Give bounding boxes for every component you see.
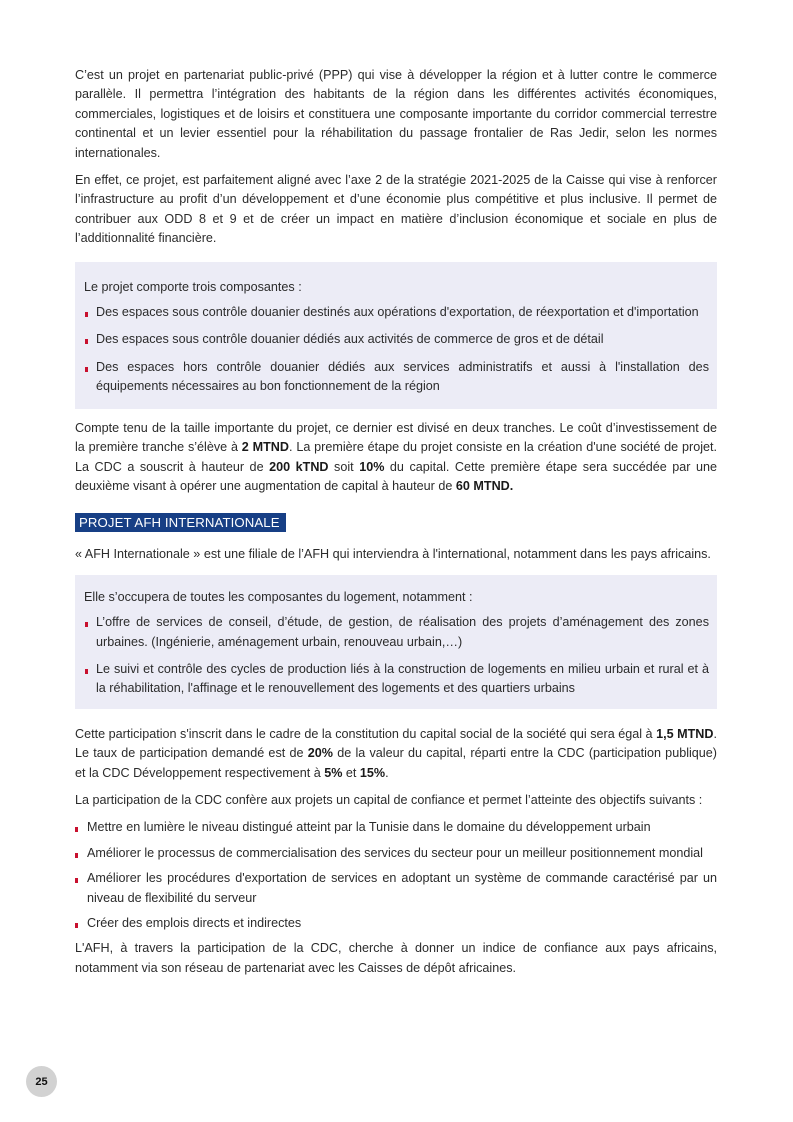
objectives-list xyxy=(75,818,717,933)
intro-paragraph-1: C’est un projet en partenariat public-privé (PPP) qui vise à développer la région et à lutter contre le commerce parallèle. Il permettra l’intégration des habitants de la région dans les différentes activités économiques, commerciales, logistiques et de loisirs et constituera une composante importante du corridor commercial terrestre continental et un levier essentiel pour la réhabilitation du passage frontalier de Ras Jedir, selon les normes internationales. xyxy=(75,68,717,160)
list-item: Des espaces hors contrôle douanier dédiés aux services administratifs et aussi à l'installation des équipements nécessaires au bon fonctionnement de la région xyxy=(84,358,709,397)
afh-box-intro: Elle s’occupera de toutes les composantes du logement, notamment : xyxy=(84,589,473,604)
bullet-icon xyxy=(85,622,88,627)
list-item: Améliorer le processus de commercialisation des services du secteur pour un meilleur positionnement mondial xyxy=(75,844,717,863)
components-box xyxy=(75,262,717,409)
intro-paragraph-2: En effet, ce projet, est parfaitement aligné avec l’axe 2 de la stratégie 2021-2025 de la Caisse qui vise à renforcer l’infrastructure au profit d’un développement et d’une économie plus compétitive et plus inclusive. Il permet de contribuer aux ODD 8 et 9 et de créer un impact en matière d’inclusion économique et sociale en plus de l’additionnalité financière. xyxy=(75,173,717,246)
bullet-icon xyxy=(75,878,78,883)
list-item: L’offre de services de conseil, d’étude, de gestion, de réalisation des projets d’aménagement des zones urbaines. (Ingénierie, aménagement urbain, renouveau urbain,…) xyxy=(84,613,709,652)
components-intro: Le projet comporte trois composantes : xyxy=(84,279,302,294)
afh-intro: « AFH Internationale » est une filiale de l’AFH qui interviendra à l'international, notamment dans les pays africains. xyxy=(75,547,711,562)
list-item: Des espaces sous contrôle douanier destinés aux opérations d'exportation, de réexportation et d'importation xyxy=(84,303,709,322)
bullet-icon xyxy=(85,669,88,674)
objectives-intro: La participation de la CDC confère aux projets un capital de confiance et permet l’atteinte des objectifs suivants : xyxy=(75,792,703,807)
page-number: 25 xyxy=(26,1066,57,1097)
bullet-icon xyxy=(85,312,88,317)
bullet-icon xyxy=(85,367,88,372)
list-item: Le suivi et contrôle des cycles de production liés à la construction de logements en milieu urbain et rural et à la réhabilitation, l'affinage et le renouvellement des logements et des quartiers urbains xyxy=(84,660,709,699)
bullet-icon xyxy=(75,923,78,928)
components-list xyxy=(84,303,709,397)
bullet-icon xyxy=(75,827,78,832)
closing-paragraph: L'AFH, à travers la participation de la CDC, cherche à donner un indice de confiance aux pays africains, notamment via son réseau de partenariat avec les Caisses de dépôt africaines. xyxy=(75,941,717,975)
afh-components-list xyxy=(84,613,709,699)
bullet-icon xyxy=(75,853,78,858)
list-item: Mettre en lumière le niveau distingué atteint par la Tunisie dans le domaine du développement urbain xyxy=(75,818,717,837)
afh-box xyxy=(75,575,717,709)
list-item: Des espaces sous contrôle douanier dédiés aux activités de commerce de gros et de détail xyxy=(84,330,709,349)
participation-paragraph: Cette participation s'inscrit dans le cadre de la constitution du capital social de la société qui sera égal à 1,5 MTND. Le taux de participation demandé est de 20% de la valeur du capital, réparti entre la CDC (participation publique) et la CDC Développement respectivement à 5% et 15%. xyxy=(75,726,718,780)
list-item: Créer des emplois directs et indirectes xyxy=(75,914,717,933)
document-page xyxy=(75,66,717,978)
tranche-paragraph: Compte tenu de la taille importante du projet, ce dernier est divisé en deux tranches. Le coût d’investissement de la première tranche s’élève à 2 MTND. La première étape du projet consiste en la création d'une société de projet. La CDC a souscrit à hauteur de 200 kTND soit 10% du capital. Cette première étape sera succédée par une deuxième visant à opérer une augmentation de capital à hauteur de 60 MTND. xyxy=(75,420,717,493)
list-item: Améliorer les procédures d'exportation de services en adoptant un système de commande caractérisé par un niveau de flexibilité du serveur xyxy=(75,869,717,908)
section-title: PROJET AFH INTERNATIONALE xyxy=(75,513,286,532)
bullet-icon xyxy=(85,339,88,344)
